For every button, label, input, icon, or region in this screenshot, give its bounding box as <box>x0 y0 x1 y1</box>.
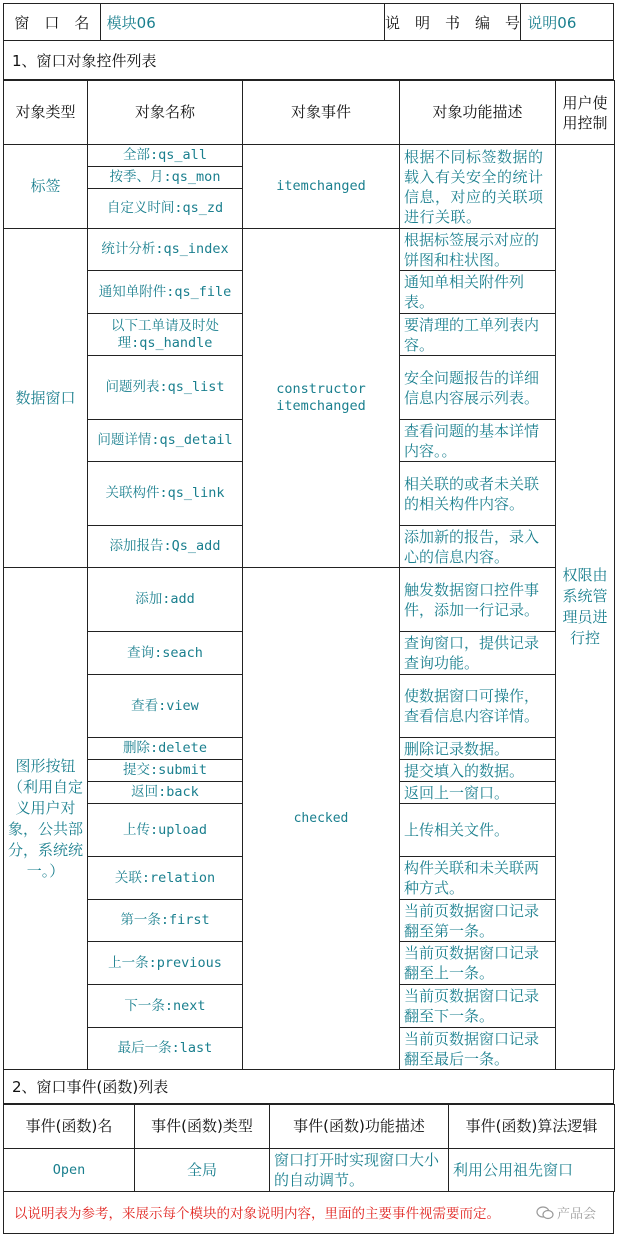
func-type-cell: 全局 <box>135 1149 270 1192</box>
func-name-cell: Open <box>4 1149 135 1192</box>
wechat-icon <box>536 1206 554 1220</box>
desc-cell: 根据不同标签数据的载入有关安全的统计信息，对应的关联项进行关联。 <box>400 145 556 229</box>
watermark-text: 产品会 <box>556 1207 596 1222</box>
desc-cell: 当前页数据窗口记录翻至第一条。 <box>400 900 556 942</box>
event-cell: checked <box>243 568 400 1070</box>
object-name-cell: 返回:back <box>88 782 243 804</box>
group-data-window: 数据窗口 <box>4 229 88 568</box>
desc-cell: 当前页数据窗口记录翻至下一条。 <box>400 985 556 1028</box>
desc-cell: 使数据窗口可操作，查看信息内容详情。 <box>400 675 556 738</box>
object-name-cell: 自定义时间:qs_zd <box>88 189 243 229</box>
event-itemchanged: itemchanged <box>276 398 366 414</box>
object-name-cell: 下一条:next <box>88 985 243 1028</box>
desc-cell: 当前页数据窗口记录翻至最后一条。 <box>400 1028 556 1070</box>
desc-cell: 提交填入的数据。 <box>400 760 556 782</box>
user-control-cell: 权限由系统管理员进行控 <box>556 145 615 1070</box>
object-name-cell: 提交:submit <box>88 760 243 782</box>
watermark <box>536 1203 596 1222</box>
header-table <box>3 3 614 41</box>
object-name-cell: 查看:view <box>88 675 243 738</box>
col-func-name: 事件(函数)名 <box>4 1105 135 1149</box>
desc-cell: 要清理的工单列表内容。 <box>400 314 556 356</box>
object-name-cell: 上传:upload <box>88 804 243 857</box>
col-object-name: 对象名称 <box>88 81 243 145</box>
object-name-cell: 查询:seach <box>88 632 243 675</box>
section1-title: 1、窗口对象控件列表 <box>3 41 614 80</box>
desc-cell: 删除记录数据。 <box>400 738 556 760</box>
group-button: 图形按钮（利用自定义用户对象，公共部分，系统统一。） <box>4 568 88 1070</box>
event-cell: itemchanged <box>243 145 400 229</box>
event-cell <box>243 229 400 568</box>
object-name-cell: 删除:delete <box>88 738 243 760</box>
object-control-table <box>3 80 615 1070</box>
object-name-cell: 通知单附件:qs_file <box>88 271 243 314</box>
object-name-cell: 关联构件:qs_link <box>88 462 243 526</box>
object-name-cell: 按季、月:qs_mon <box>88 167 243 189</box>
object-name-cell: 问题详情:qs_detail <box>88 420 243 462</box>
event-function-table <box>3 1104 615 1192</box>
desc-cell: 触发数据窗口控件事件，添加一行记录。 <box>400 568 556 632</box>
func-desc-cell: 窗口打开时实现窗口大小的自动调节。 <box>270 1149 449 1192</box>
desc-cell: 查看问题的基本详情内容。。 <box>400 420 556 462</box>
object-name-cell: 统计分析:qs_index <box>88 229 243 271</box>
desc-cell: 上传相关文件。 <box>400 804 556 857</box>
object-name-cell: 问题列表:qs_list <box>88 356 243 420</box>
desc-cell: 根据标签展示对应的饼图和柱状图。 <box>400 229 556 271</box>
footer-note: 以说明表为参考，来展示每个模块的对象说明内容，里面的主要事件视需要而定。 <box>3 1191 614 1234</box>
object-name-cell: 全部:qs_all <box>88 145 243 167</box>
col-object-event: 对象事件 <box>243 81 400 145</box>
desc-cell: 安全问题报告的详细信息内容展示列表。 <box>400 356 556 420</box>
window-name-value: 模块06 <box>101 4 385 40</box>
object-name-cell: 以下工单请及时处理:qs_handle <box>88 314 243 356</box>
col-func-type: 事件(函数)类型 <box>135 1105 270 1149</box>
col-func-desc: 事件(函数)功能描述 <box>270 1105 449 1149</box>
desc-cell: 查询窗口，提供记录查询功能。 <box>400 632 556 675</box>
desc-cell: 相关联的或者未关联的相关构件内容。 <box>400 462 556 526</box>
col-object-desc: 对象功能描述 <box>400 81 556 145</box>
desc-cell: 当前页数据窗口记录翻至上一条。 <box>400 942 556 985</box>
section2-title: 2、窗口事件(函数)列表 <box>3 1069 614 1104</box>
desc-cell: 添加新的报告，录入心的信息内容。 <box>400 526 556 568</box>
func-logic-cell: 利用公用祖先窗口 <box>449 1149 615 1192</box>
object-name-cell: 上一条:previous <box>88 942 243 985</box>
doc-number-label: 说 明 书 编 号 <box>385 4 522 40</box>
col-func-logic: 事件(函数)算法逻辑 <box>449 1105 615 1149</box>
event-constructor: constructor <box>276 381 366 397</box>
desc-cell: 返回上一窗口。 <box>400 782 556 804</box>
col-user-control: 用户使用控制 <box>556 81 615 145</box>
window-name-label: 窗 口 名 <box>4 4 101 40</box>
desc-cell: 通知单相关附件列表。 <box>400 271 556 314</box>
group-label: 标签 <box>4 145 88 229</box>
object-name-cell: 最后一条:last <box>88 1028 243 1070</box>
col-object-type: 对象类型 <box>4 81 88 145</box>
desc-cell: 构件关联和未关联两种方式。 <box>400 857 556 900</box>
object-name-cell: 关联:relation <box>88 857 243 900</box>
object-name-cell: 添加报告:Qs_add <box>88 526 243 568</box>
object-name-cell: 添加:add <box>88 568 243 632</box>
doc-number-value: 说明06 <box>527 13 577 32</box>
object-name-cell: 第一条:first <box>88 900 243 942</box>
